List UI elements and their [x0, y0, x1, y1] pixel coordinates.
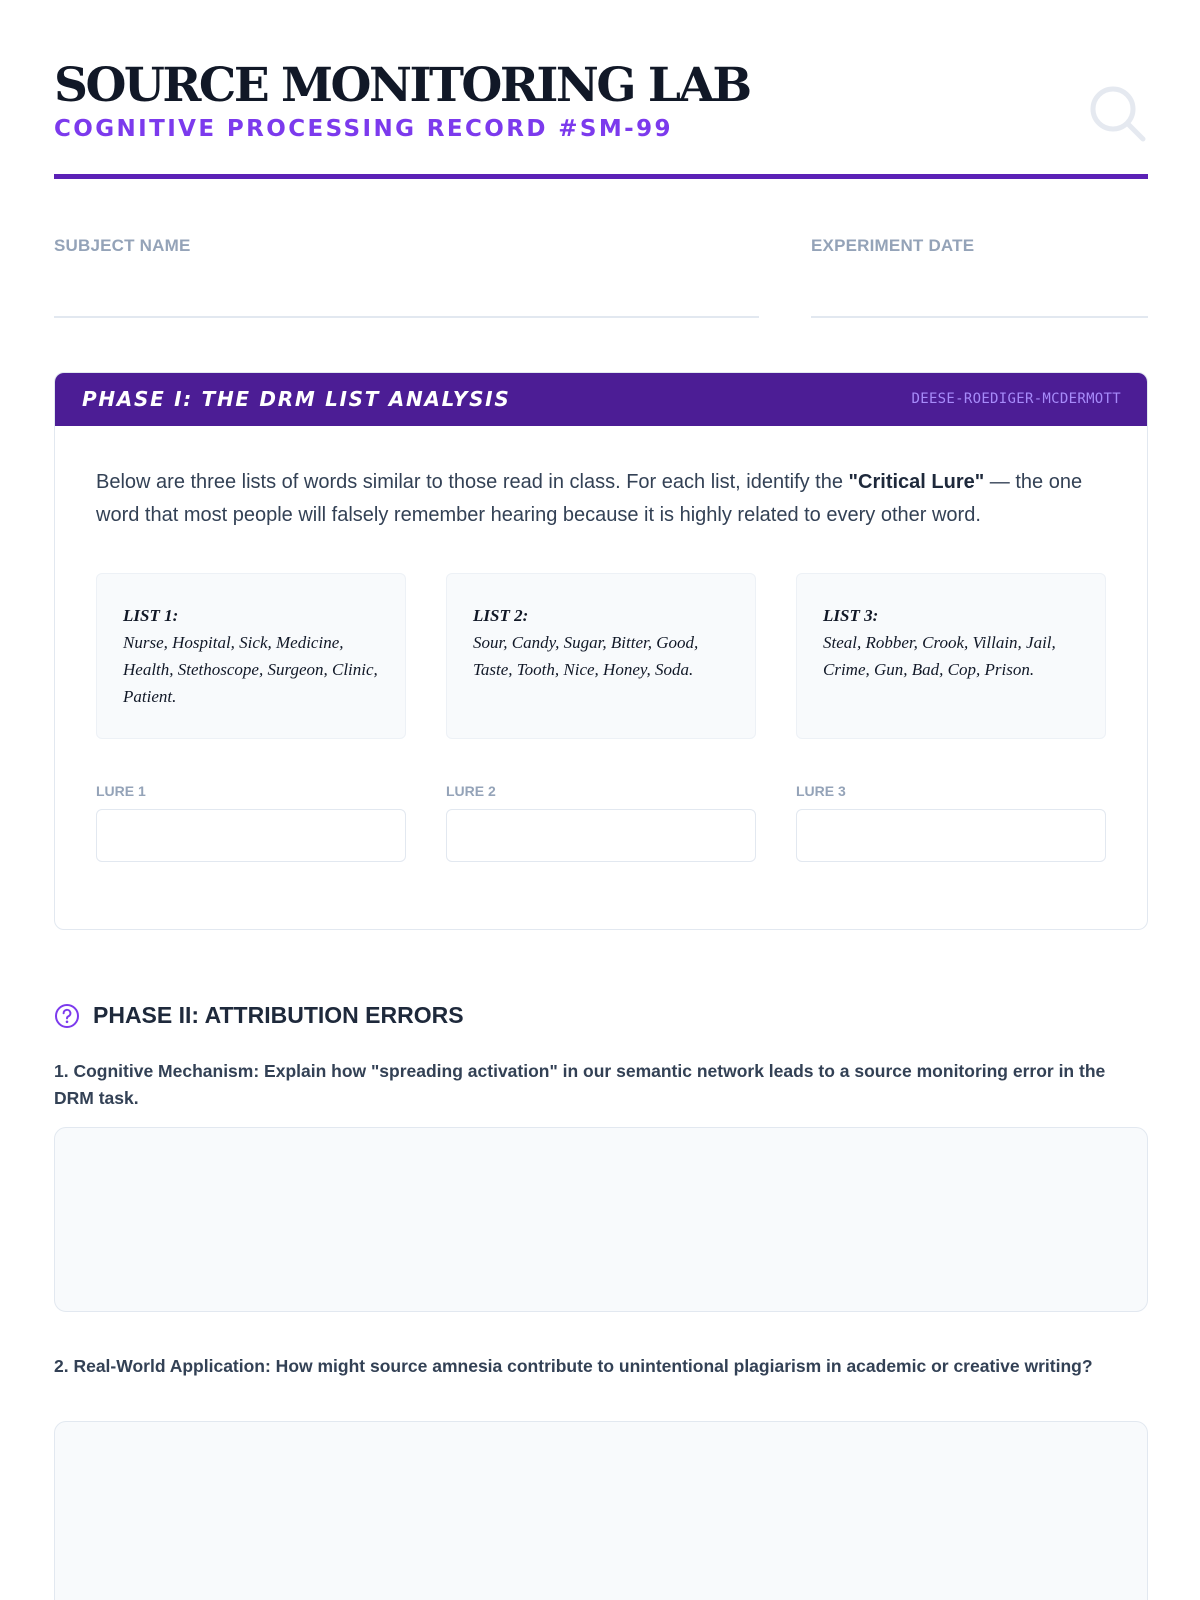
- list-title: LIST 2:: [473, 606, 529, 625]
- lure-2-label: LURE 2: [446, 783, 496, 799]
- intro-emphasis: "Critical Lure": [848, 471, 985, 493]
- worksheet-page: [54, 0, 1148, 1600]
- intro-text: Below are three lists of words similar to those read in class. For each list, identify the: [96, 471, 849, 493]
- list-words: Sour, Candy, Sugar, Bitter, Good, Taste, Tooth, Nice, Honey, Soda.: [473, 633, 699, 679]
- list-title: LIST 1:: [123, 606, 179, 625]
- phase2-heading: [54, 1002, 464, 1029]
- header-divider: [54, 174, 1148, 179]
- lure-3-input[interactable]: [796, 809, 1106, 862]
- lure-1-input[interactable]: [96, 809, 406, 862]
- record-subtitle: COGNITIVE PROCESSING RECORD #SM-99: [54, 116, 673, 142]
- phase1-instructions: [96, 466, 1116, 532]
- phase1-title: PHASE I: THE DRM LIST ANALYSIS: [82, 387, 511, 411]
- lure-3-label: LURE 3: [796, 783, 846, 799]
- phase1-header: [55, 373, 1147, 426]
- lure-2-input[interactable]: [446, 809, 756, 862]
- answer-2-textarea[interactable]: [54, 1421, 1148, 1600]
- search-icon: [1088, 84, 1148, 144]
- drm-list-3: [796, 573, 1106, 739]
- answer-1-textarea[interactable]: [54, 1127, 1148, 1312]
- lure-1-label: LURE 1: [96, 783, 146, 799]
- question-2: 2. Real-World Application: How might source amnesia contribute to unintentional plagiarism in academic or creative writing?: [54, 1356, 1093, 1376]
- question-1: 1. Cognitive Mechanism: Explain how "spreading activation" in our semantic network leads to a source monitoring error in the DRM task.: [54, 1061, 1106, 1108]
- subject-name-label: SUBJECT NAME: [54, 236, 191, 255]
- help-icon: [54, 1003, 80, 1029]
- drm-list-2: [446, 573, 756, 739]
- phase2-title: PHASE II: ATTRIBUTION ERRORS: [93, 1002, 464, 1028]
- phase1-card: [54, 372, 1148, 930]
- list-words: Steal, Robber, Crook, Villain, Jail, Crime, Gun, Bad, Cop, Prison.: [823, 633, 1056, 679]
- drm-list-1: [96, 573, 406, 739]
- experiment-date-field[interactable]: [811, 316, 1148, 318]
- list-title: LIST 3:: [823, 606, 879, 625]
- list-words: Nurse, Hospital, Sick, Medicine, Health, Stethoscope, Surgeon, Clinic, Patient.: [123, 633, 378, 706]
- intro-text-end: — the one word that most people will falsely remember hearing because it is highly related to every other word.: [96, 471, 1083, 526]
- phase1-tag: DEESE-ROEDIGER-MCDERMOTT: [911, 391, 1121, 407]
- page-title: SOURCE MONITORING LAB: [54, 58, 750, 113]
- experiment-date-label: EXPERIMENT DATE: [811, 236, 975, 255]
- subject-name-field[interactable]: [54, 316, 759, 318]
